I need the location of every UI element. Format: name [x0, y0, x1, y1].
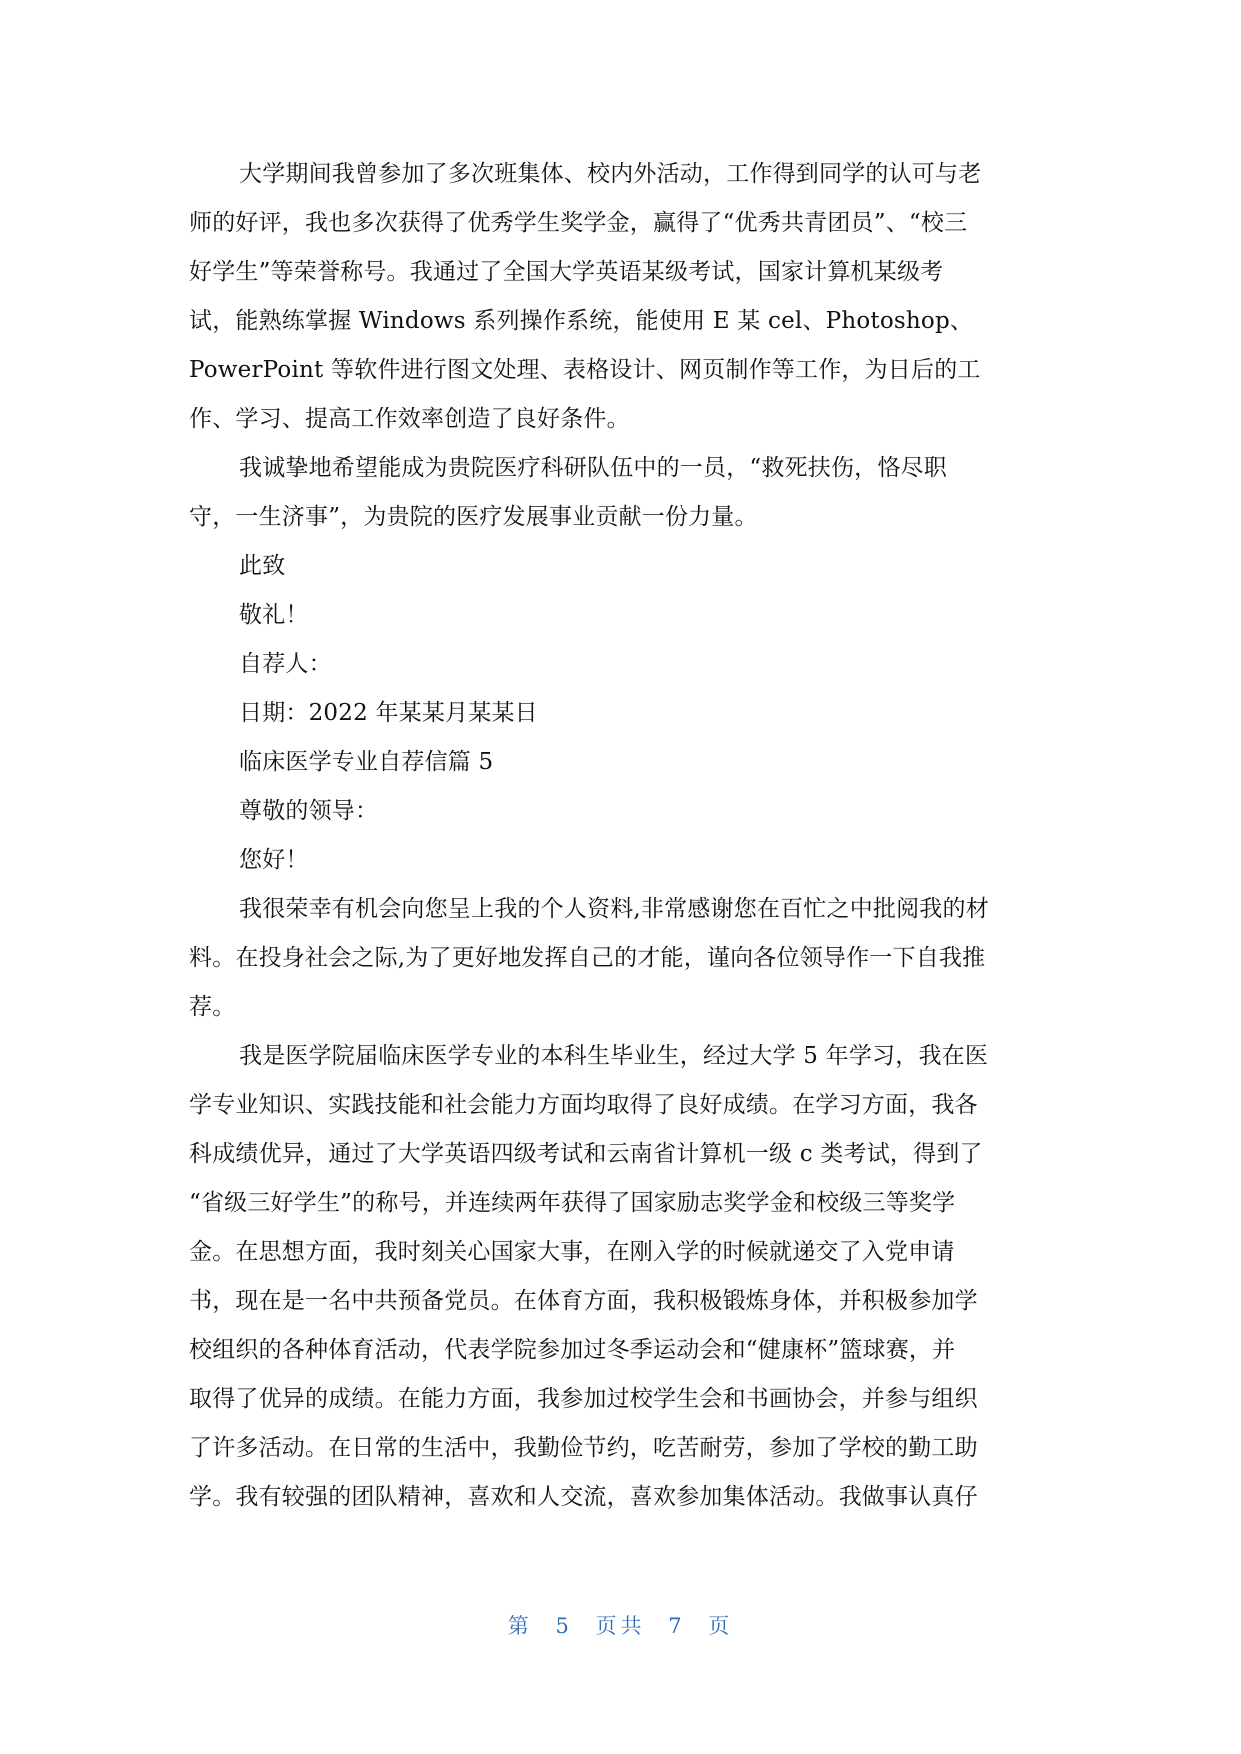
- text-line: 好学生”等荣誉称号。我通过了全国大学英语某级考试，国家计算机某级考: [189, 259, 944, 285]
- text-line: 临床医学专业自荐信篇 5: [239, 749, 494, 775]
- text-line: 试，能熟练掌握 Windows 系列操作系统，能使用 E 某 cel、Photoshop、: [189, 308, 974, 334]
- text-line: 作、学习、提高工作效率创造了良好条件。: [189, 406, 630, 432]
- text-line: 我很荣幸有机会向您呈上我的个人资料,非常感谢您在百忙之中批阅我的材: [239, 896, 989, 922]
- text-line: 此致: [239, 553, 286, 579]
- text-line: 日期：2022 年某某月某某日: [239, 700, 538, 726]
- text-line: 书，现在是一名中共预备党员。在体育方面，我积极锻炼身体，并积极参加学: [189, 1288, 978, 1314]
- text-line: 学专业知识、实践技能和社会能力方面均取得了良好成绩。在学习方面，我各: [189, 1092, 978, 1118]
- text-line: 科成绩优异，通过了大学英语四级考试和云南省计算机一级 c 类考试，得到了: [189, 1141, 983, 1167]
- document-body: [189, 150, 1059, 1522]
- page-footer: [0, 1610, 1241, 1640]
- text-line: 学。我有较强的团队精神，喜欢和人交流，喜欢参加集体活动。我做事认真仔: [189, 1484, 978, 1510]
- text-line: 大学期间我曾参加了多次班集体、校内外活动，工作得到同学的认可与老: [239, 161, 982, 187]
- text-line: 守，一生济事”，为贵院的医疗发展事业贡献一份力量。: [189, 504, 758, 530]
- footer-prefix: 第: [507, 1614, 533, 1638]
- footer-page-number: 5: [555, 1614, 573, 1638]
- text-line: 我诚挚地希望能成为贵院医疗科研队伍中的一员，“救死扶伤，恪尽职: [239, 455, 947, 481]
- footer-suffix: 页: [708, 1614, 734, 1638]
- text-line: 荐。: [189, 994, 236, 1020]
- text-line: 金。在思想方面，我时刻关心国家大事，在刚入学的时候就递交了入党申请: [189, 1239, 955, 1265]
- text-line: “省级三好学生”的称号，并连续两年获得了国家励志奖学金和校级三等奖学: [189, 1190, 956, 1216]
- text-line: 取得了优异的成绩。在能力方面，我参加过校学生会和书画协会，并参与组织: [189, 1386, 978, 1412]
- text-line: PowerPoint 等软件进行图文处理、表格设计、网页制作等工作，为日后的工: [189, 357, 981, 383]
- text-line: 自荐人：: [239, 651, 332, 677]
- text-line: 料。在投身社会之际,为了更好地发挥自己的才能，谨向各位领导作一下自我推: [189, 945, 986, 971]
- text-line: 敬礼！: [239, 602, 309, 628]
- footer-middle: 页共: [595, 1614, 646, 1638]
- text-line: 我是医学院届临床医学专业的本科生毕业生，经过大学 5 年学习，我在医: [239, 1043, 989, 1069]
- text-line: 了许多活动。在日常的生活中，我勤俭节约，吃苦耐劳，参加了学校的勤工助: [189, 1435, 978, 1461]
- text-line: 您好！: [239, 847, 309, 873]
- text-line: 校组织的各种体育活动，代表学院参加过冬季运动会和“健康杯”篮球赛，并: [189, 1337, 956, 1363]
- text-line: 师的好评，我也多次获得了优秀学生奖学金，赢得了“优秀共青团员”、“校三: [189, 210, 968, 236]
- footer-total-pages: 7: [668, 1614, 686, 1638]
- text-line: 尊敬的领导：: [239, 798, 379, 824]
